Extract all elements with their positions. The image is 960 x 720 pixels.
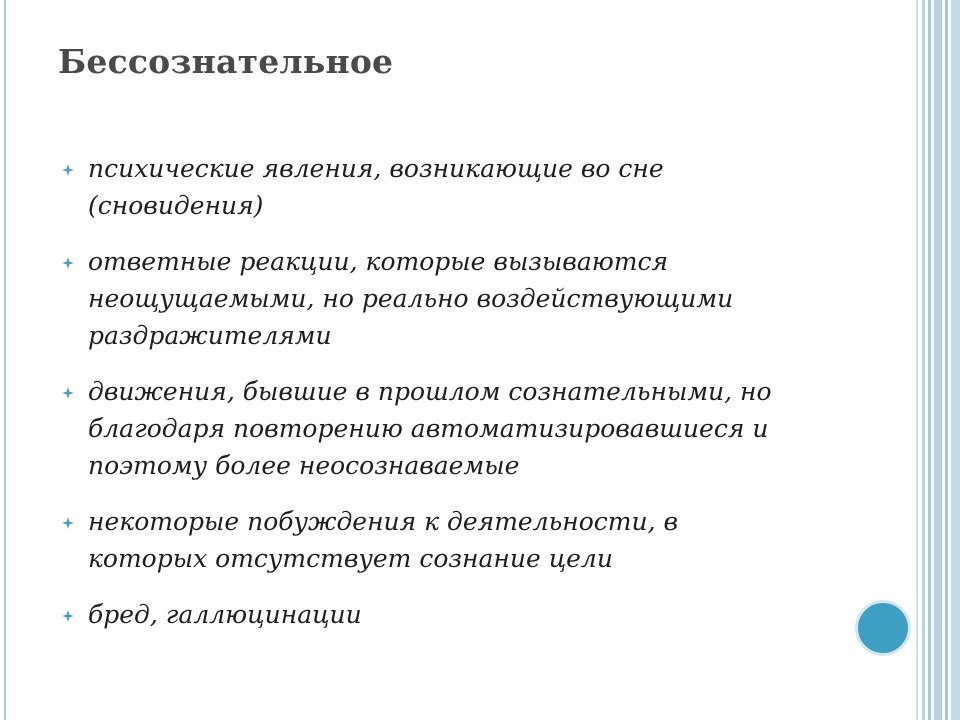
- stripe: [934, 0, 942, 720]
- stripe: [951, 0, 960, 720]
- bullet-list: [62, 150, 782, 652]
- bullet-text: движения, бывшие в прошлом сознательными, но благодаря повторению автоматизировавшиеся и поэтому более неосознаваемые: [88, 377, 772, 480]
- bullet-item: [62, 373, 782, 484]
- diamond-bullet-icon: [62, 257, 74, 269]
- bullet-item: [62, 503, 782, 577]
- stripe: [945, 0, 948, 720]
- bullet-text: психические явления, возникающие во сне (сновидения): [88, 154, 664, 220]
- bullet-item: [62, 596, 782, 633]
- stripe: [928, 0, 931, 720]
- circle-decoration: [855, 600, 911, 656]
- bullet-text: ответные реакции, которые вызываются неощущаемыми, но реально воздействующими раздражителями: [88, 247, 734, 350]
- left-border-line: [4, 0, 6, 720]
- right-stripe-decoration: [916, 0, 960, 720]
- bullet-text: бред, галлюцинации: [88, 600, 362, 629]
- bullet-text: некоторые побуждения к деятельности, в которых отсутствует сознание цели: [88, 507, 679, 573]
- bullet-item: [62, 150, 782, 224]
- diamond-bullet-icon: [62, 517, 74, 529]
- stripe: [922, 0, 925, 720]
- diamond-bullet-icon: [62, 164, 74, 176]
- stripe: [916, 0, 918, 720]
- slide-title: Бессознательное: [58, 42, 394, 81]
- diamond-bullet-icon: [62, 610, 74, 622]
- diamond-bullet-icon: [62, 387, 74, 399]
- bullet-item: [62, 243, 782, 354]
